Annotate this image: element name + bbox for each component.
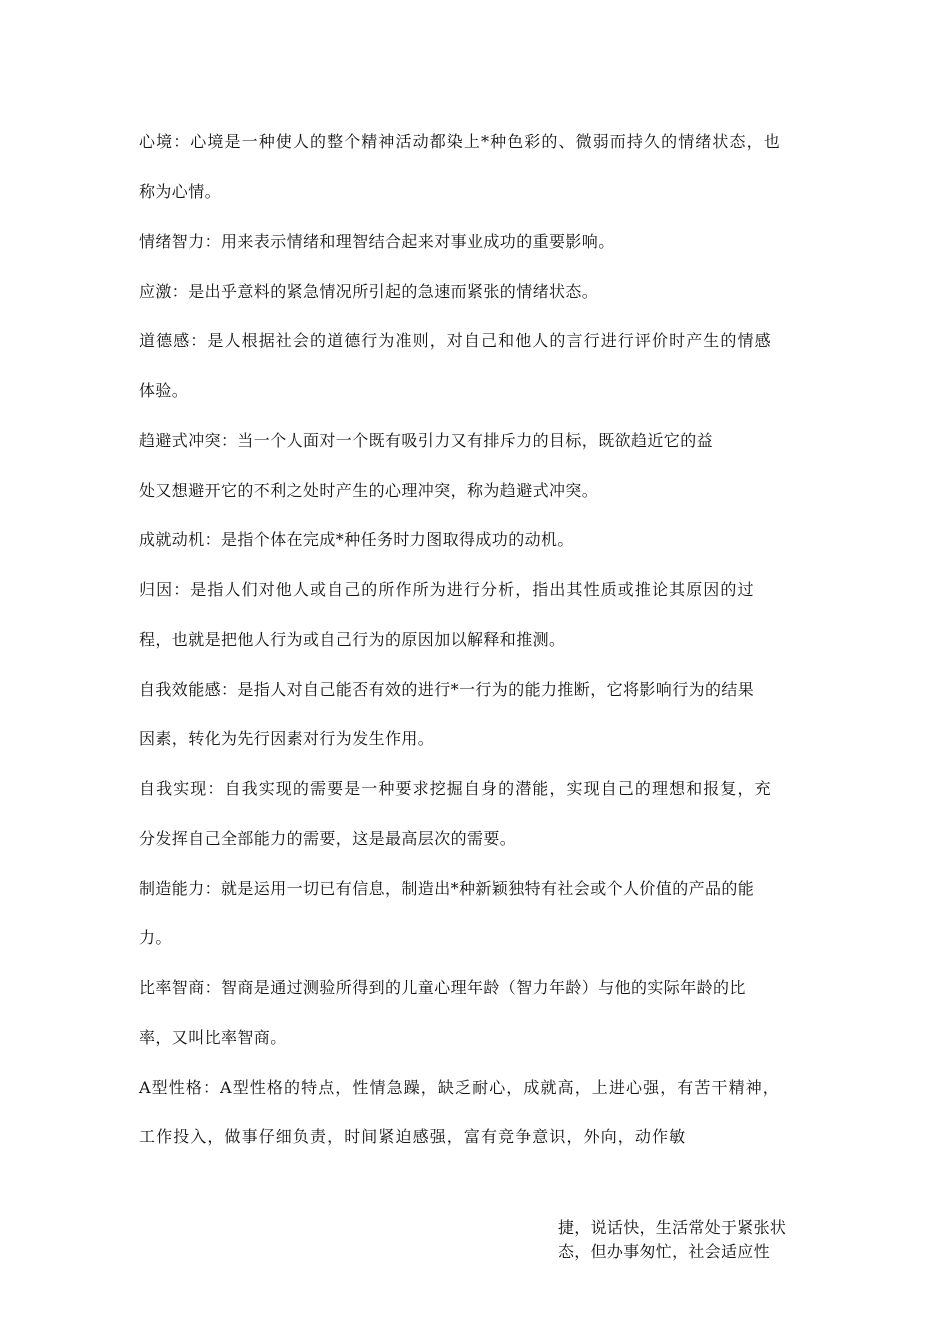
text-line: 情绪智力：用来表示情绪和理智结合起来对事业成功的重要影响。: [139, 232, 615, 251]
text-line: A型性格：A型性格的特点，性情急躁，缺乏耐心，成就高，上进心强，有苦干精神，: [139, 1078, 780, 1097]
text-line: 因素，转化为先行因素对行为发生作用。: [139, 729, 435, 748]
text-line: 自我效能感：是指人对自己能否有效的进行*一行为的能力推断，它将影响行为的结果: [139, 680, 755, 699]
text-line: 制造能力：就是运用一切已有信息，制造出*种新颖独特有社会或个人价值的产品的能: [139, 879, 755, 898]
text-line: 程，也就是把他人行为或自己行为的原因加以解释和推测。: [139, 630, 566, 649]
text-line: 分发挥自己全部能力的需要，这是最高层次的需要。: [139, 829, 517, 848]
text-line: 力。: [139, 928, 172, 947]
text-line: 捷，说话快，生活常处于紧张状: [558, 1218, 787, 1237]
text-line: 体验。: [139, 381, 189, 400]
text-line: 态，但办事匆忙，社会适应性: [558, 1242, 770, 1261]
text-line: 工作投入，做事仔细负责，时间紧迫感强，富有竞争意识，外向，动作敏: [139, 1127, 687, 1146]
text-line: 比率智商：智商是通过测验所得到的儿童心理年龄（智力年龄）与他的实际年龄的比: [139, 978, 746, 997]
text-line: 归因：是指人们对他人或自己的所作所为进行分析，指出其性质或推论其原因的过: [139, 580, 755, 599]
text-line: 应激：是出乎意料的紧急情况所引起的急速而紧张的情绪状态。: [139, 282, 599, 301]
text-line: 率，又叫比率智商。: [139, 1028, 287, 1047]
text-line: 称为心情。: [139, 182, 222, 201]
overflow-text-block: [558, 1216, 786, 1264]
text-line: 成就动机：是指个体在完成*种任务时力图取得成功的动机。: [139, 530, 574, 549]
text-line: 自我实现：自我实现的需要是一种要求挖掘自身的潜能，实现自己的理想和报复，充: [139, 779, 772, 798]
text-line: 趋避式冲突：当一个人面对一个既有吸引力又有排斥力的目标，既欲趋近它的益: [139, 431, 714, 450]
text-line: 道德感：是人根据社会的道德行为准则，对自己和他人的言行进行评价时产生的情感: [139, 331, 772, 350]
text-line: 心境：心境是一种使人的整个精神活动都染上*种色彩的、微弱而持久的情绪状态，也: [139, 132, 781, 151]
text-line: 处又想避开它的不利之处时产生的心理冲突，称为趋避式冲突。: [139, 481, 599, 500]
